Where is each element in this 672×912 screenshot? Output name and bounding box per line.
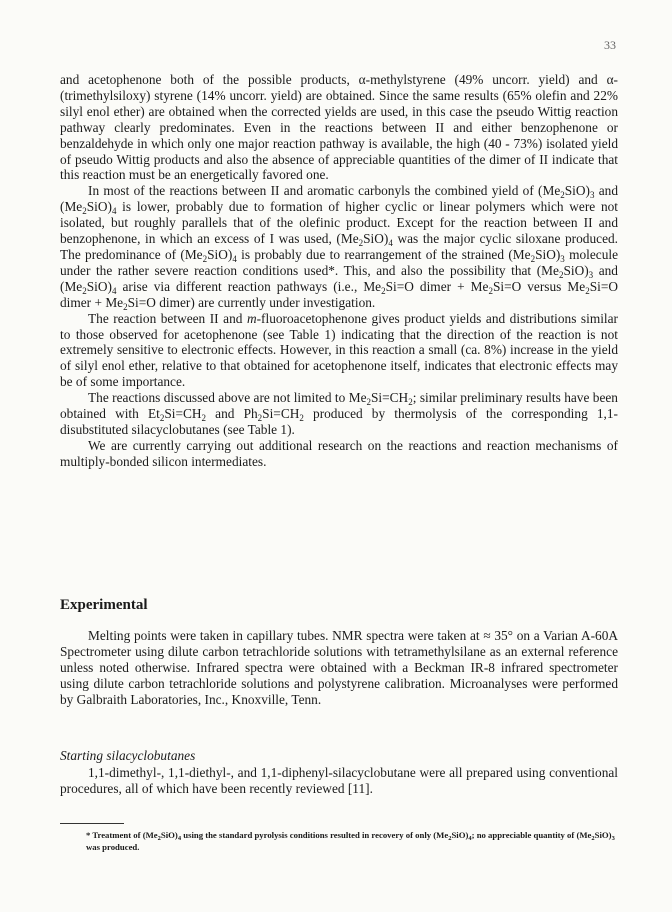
subscript: 4 <box>468 835 472 842</box>
subscript: 2 <box>585 285 590 296</box>
subscript: 2 <box>358 238 364 249</box>
subscript: 2 <box>299 413 304 424</box>
subscript: 2 <box>408 397 413 408</box>
subscript: 2 <box>257 413 263 424</box>
subscript: 2 <box>201 413 207 424</box>
subsection-text <box>60 765 618 797</box>
subscript: 4 <box>111 206 117 217</box>
subscript: 2 <box>488 285 493 296</box>
subscript: 4 <box>232 253 237 264</box>
section-heading: Experimental <box>60 597 148 613</box>
subscript: 3 <box>589 190 595 201</box>
subscript: 2 <box>448 835 452 842</box>
paragraph-1: and acetophenone both of the possible products, α-methylstyrene (49% uncorr. yield) and α-(trimethylsiloxy) styrene (14% uncorr. yield) are obtained. Since the same results (65% olefin and 22% silyl enol ether) are obtained when the corrected yields are used, in this case the pseudo Wittig reaction pathway clearly predominates. Even in the reactions between II and either benzophenone or benzaldehyde in which only one major reaction pathway is available, the high (40 - 73%) isolated yield of pseudo Wittig products and also the absence of appreciable quantities of the dimer of II indicate that this reaction must be an energetically favored one. <box>60 72 618 183</box>
experimental-text <box>60 628 618 708</box>
subscript: 4 <box>388 238 393 249</box>
experimental-paragraph: Melting points were taken in capillary tubes. NMR spectra were taken at ≈ 35° on a Varian A-60A Spectrometer using dilute carbon tetrachloride solutions with tetramethylsilane as an external reference unless noted otherwise. Infrared spectra were obtained with a Beckman IR-8 infrared spectrometer using dilute carbon tetrachloride solutions and polystyrene calibration. Microanalyses were performed by Galbraith Laboratories, Inc., Knoxville, Tenn. <box>60 628 618 707</box>
body-text <box>60 72 618 470</box>
subscript: 2 <box>530 253 536 264</box>
subscript: 4 <box>111 285 117 296</box>
subscript: 2 <box>560 190 565 201</box>
subsection-paragraph: 1,1-dimethyl-, 1,1-diethyl-, and 1,1-diphenyl-silacyclobutane were all prepared using conventional procedures, all of which have been recently reviewed [11]. <box>60 765 618 796</box>
subscript: 3 <box>588 269 594 280</box>
subscript: 3 <box>611 835 615 842</box>
subscript: 2 <box>157 835 161 842</box>
paragraph-3: The reaction between II and m-fluoroacetophenone gives product yields and distributions similar to those observed for acetophenone (see Table 1) indicating that the direction of the reaction is not extremely sensitive to electronic effects. However, in this reaction a small (ca. 8%) increase in the yield of silyl enol ether, relative to that obtained for acetophenone itself, indicates that electronic effects may be of some importance. <box>60 310 618 390</box>
footnote-rule <box>60 823 124 824</box>
subscript: 4 <box>177 835 182 842</box>
footnote: * Treatment of $(Me_2SiO)_4$ using the standard pyrolysis conditions resulted in recovery of only $(Me_2SiO)_4$; no appreciable quantity of $(Me_2SiO)_3$ was produced. <box>86 830 615 852</box>
subscript: 2 <box>82 206 87 217</box>
paragraph-5: We are currently carrying out additional research on the reactions and reaction mechanisms of multiply-bonded silicon intermediates. <box>60 437 618 469</box>
subscript: 2 <box>82 285 87 296</box>
subscript: 2 <box>202 253 208 264</box>
subscript: 2 <box>366 397 371 408</box>
subscript: 2 <box>159 413 165 424</box>
subscript: 2 <box>591 835 595 842</box>
paragraph-4: The reactions discussed above are not limited to $Me_2Si=CH_2$; similar preliminary results have been obtained with $Et_2Si=CH_2$ and $Ph_2Si=CH_2$ produced by thermolysis of the corresponding 1,1-disubstituted silacyclobutanes (see Table 1). <box>60 390 619 437</box>
italic-term: m <box>246 310 257 326</box>
subsection-heading: Starting silacyclobutanes <box>60 748 196 763</box>
subscript: 3 <box>560 253 565 264</box>
subscript: 2 <box>558 269 564 280</box>
page-number: 33 <box>604 38 616 52</box>
paragraph-2: In most of the reactions between II and aromatic carbonyls the combined yield of $(Me_2SiO)_3$ and $(Me_2SiO)_4$ is lower, probably due to formation of higher cyclic or linear polymers which were not isolated, but roughly parallels that of the olefinic product. Except for the reaction between II and benzophenone, in which an excess of I was used, $(Me_2SiO)_4$ was the major cyclic siloxane produced. The predominance of $(Me_2SiO)_4$ is probably due to rearrangement of the strained $(Me_2SiO)_3$ molecule under the rather severe reaction conditions used*. This, and also the possibility that $(Me_2SiO)_3$ and $(Me_2SiO)_4$ arise via different reaction pathways (i.e., $Me_2Si=O$ dimer + $Me_2Si=O$ versus $Me_2Si=O$ dimer + $Me_2Si=O$ dimer) are currently under investigation. <box>60 183 618 312</box>
subscript: 2 <box>123 301 128 312</box>
subscript: 2 <box>381 285 386 296</box>
